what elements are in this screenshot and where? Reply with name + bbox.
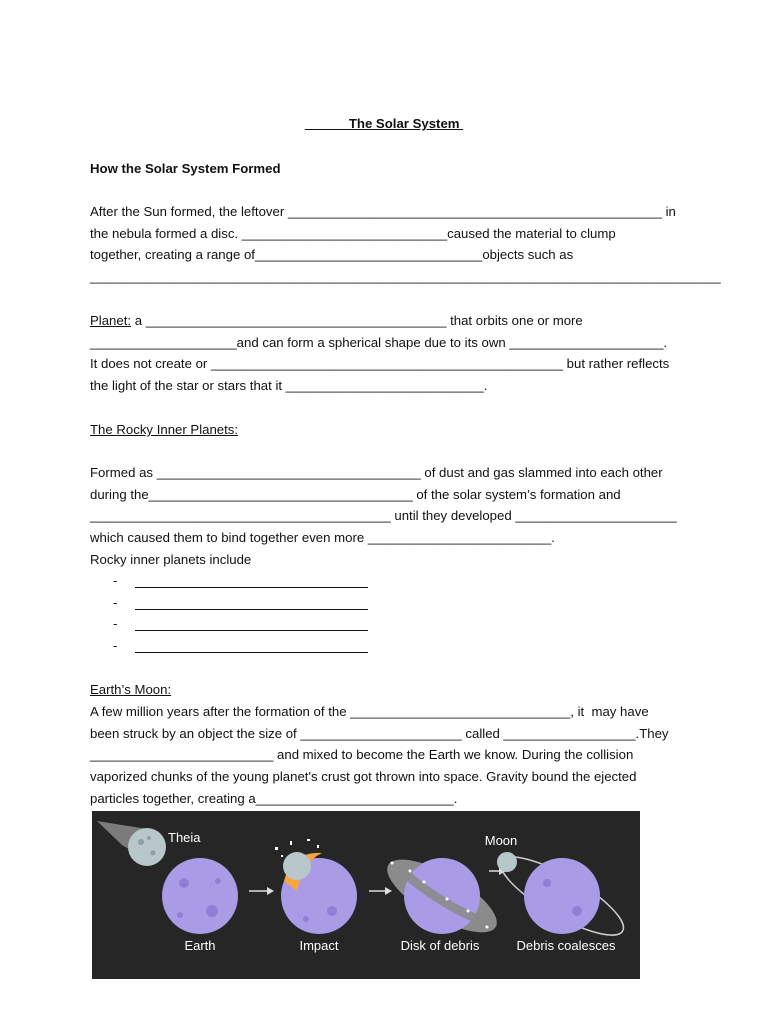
label-impact: Impact <box>299 938 339 953</box>
page-title: ______The Solar System <box>304 116 460 131</box>
planet-definition-line-3: It does not create or ________________________________________________ but rather reflects <box>90 356 670 371</box>
formation-line-2: the nebula formed a disc. ____________________________caused the material to clump <box>90 226 616 241</box>
answer-blank[interactable] <box>135 595 368 610</box>
rocky-line-1: Formed as ____________________________________ of dust and gas slammed into each other <box>90 465 663 480</box>
bullet-dash: - <box>113 638 118 653</box>
planet-definition-line-4: the light of the star or stars that it ___________________________. <box>90 378 488 393</box>
section-heading-formation: How the Solar System Formed <box>90 161 281 176</box>
rocky-line-5: Rocky inner planets include <box>90 552 252 567</box>
label-moon: Moon <box>484 833 518 848</box>
planet-line-1-text: a _________________________________________ that orbits one or more <box>131 313 583 328</box>
formation-line-4: ______________________________________________________________________________________ <box>90 269 721 284</box>
earth-after-impact <box>524 858 600 934</box>
moon-body <box>497 852 517 872</box>
section-heading-rocky: The Rocky Inner Planets: <box>90 422 239 437</box>
section-heading-moon: Earth’s Moon: <box>90 682 172 697</box>
moon-formation-illustration <box>92 811 640 979</box>
moon-line-3: _________________________ and mixed to become the Earth we know. During the collision <box>90 747 634 762</box>
label-theia: Theia <box>168 830 201 845</box>
bullet-dash: - <box>113 616 118 631</box>
answer-blank[interactable] <box>135 616 368 631</box>
moon-line-2: been struck by an object the size of ______________________ called __________________.They <box>90 726 669 741</box>
planet-definition-line-1 <box>90 312 583 329</box>
rocky-line-3: _________________________________________ until they developed ______________________ <box>90 508 677 523</box>
earth-planet <box>162 858 238 934</box>
impactor-body <box>283 852 311 880</box>
label-disk: Disk of debris <box>400 938 480 953</box>
moon-line-4: vaporized chunks of the young planet's crust got thrown into space. Gravity bound the ejected <box>90 769 637 784</box>
bullet-dash: - <box>113 595 118 610</box>
arrow-icon <box>385 887 392 895</box>
formation-line-3: together, creating a range of_______________________________objects such as <box>90 247 574 262</box>
label-coalesces: Debris coalesces <box>516 938 616 953</box>
moon-line-5: particles together, creating a___________________________. <box>90 791 458 806</box>
answer-blank[interactable] <box>135 573 368 588</box>
formation-line-1: After the Sun formed, the leftover ___________________________________________________ in <box>90 204 676 219</box>
rocky-line-2: during the____________________________________ of the solar system’s formation and <box>90 487 621 502</box>
label-earth: Earth <box>184 938 216 953</box>
planet-definition-line-2: ____________________and can form a spherical shape due to its own _____________________. <box>90 335 668 350</box>
title-text: The Solar System <box>348 116 460 131</box>
illustration-svg <box>92 811 640 979</box>
bullet-dash: - <box>113 573 118 588</box>
moon-line-1: A few million years after the formation of the ______________________________, it may have <box>90 704 649 719</box>
rocky-line-4: which caused them to bind together even more _________________________. <box>90 530 555 545</box>
arrow-icon <box>267 887 274 895</box>
answer-blank[interactable] <box>135 638 368 653</box>
theia-body <box>128 828 166 866</box>
planet-label: Planet: <box>90 313 132 328</box>
